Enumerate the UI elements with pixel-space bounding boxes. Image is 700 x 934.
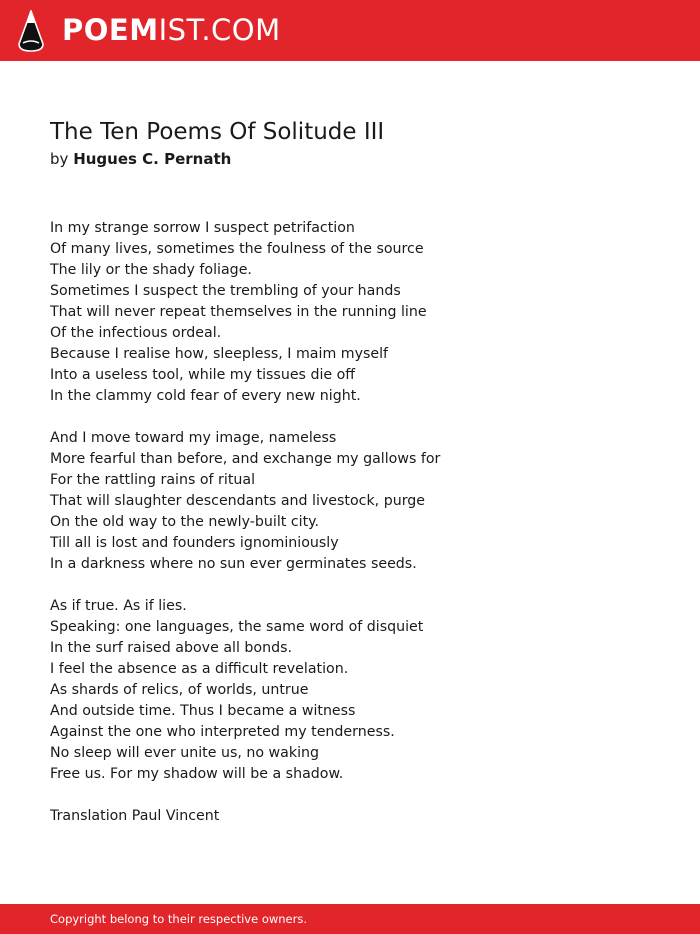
by-label: by bbox=[50, 150, 69, 168]
poem-line: On the old way to the newly-built city. bbox=[50, 514, 320, 530]
poem-line: Because I realise how, sleepless, I maim myself bbox=[50, 346, 389, 362]
poem-line: Of the infectious ordeal. bbox=[50, 325, 222, 341]
poem-line: Of many lives, sometimes the foulness of the source bbox=[50, 241, 424, 257]
poem-line: And I move toward my image, nameless bbox=[50, 430, 337, 446]
poem-line: In my strange sorrow I suspect petrifaction bbox=[50, 220, 355, 236]
poem-line: Sometimes I suspect the trembling of your hands bbox=[50, 283, 401, 299]
copyright-text: Copyright belong to their respective owners. bbox=[50, 912, 308, 926]
stanza bbox=[50, 596, 670, 785]
author-name: Hugues C. Pernath bbox=[73, 150, 232, 168]
poem-line: As if true. As if lies. bbox=[50, 598, 187, 614]
poem-line: The lily or the shady foliage. bbox=[50, 262, 252, 278]
logo-brand-bold: POEM bbox=[62, 13, 159, 47]
poem-line: No sleep will ever unite us, no waking bbox=[50, 745, 320, 761]
stanza bbox=[50, 428, 670, 575]
byline bbox=[50, 149, 231, 169]
poem-line: Against the one who interpreted my tenderness. bbox=[50, 724, 395, 740]
stanza bbox=[50, 218, 670, 407]
poem-line: For the rattling rains of ritual bbox=[50, 472, 256, 488]
site-header bbox=[0, 0, 700, 61]
pencil-icon[interactable] bbox=[18, 10, 44, 52]
poem-line: More fearful than before, and exchange my gallows for bbox=[50, 451, 441, 467]
poem-line: In the surf raised above all bonds. bbox=[50, 640, 292, 656]
poem-line: Into a useless tool, while my tissues die off bbox=[50, 367, 356, 383]
site-footer bbox=[0, 904, 700, 934]
poem-line: As shards of relics, of worlds, untrue bbox=[50, 682, 309, 698]
poem-line: And outside time. Thus I became a witness bbox=[50, 703, 356, 719]
translation-credit: Translation Paul Vincent bbox=[50, 808, 220, 824]
poem-line: Speaking: one languages, the same word of disquiet bbox=[50, 619, 424, 635]
poem-line: In a darkness where no sun ever germinates seeds. bbox=[50, 556, 417, 572]
poem-title: The Ten Poems Of Solitude III bbox=[50, 119, 385, 145]
logo-brand-light: IST.COM bbox=[158, 13, 281, 47]
poem-line: Till all is lost and founders ignominiously bbox=[50, 535, 339, 551]
poem-body bbox=[50, 218, 670, 806]
poem-line: In the clammy cold fear of every new night. bbox=[50, 388, 361, 404]
poem-line: I feel the absence as a difficult revelation. bbox=[50, 661, 349, 677]
poem-line: That will never repeat themselves in the running line bbox=[50, 304, 427, 320]
poem-line: Free us. For my shadow will be a shadow. bbox=[50, 766, 344, 782]
poem-line: That will slaughter descendants and livestock, purge bbox=[50, 493, 426, 509]
site-logo[interactable] bbox=[62, 13, 281, 47]
